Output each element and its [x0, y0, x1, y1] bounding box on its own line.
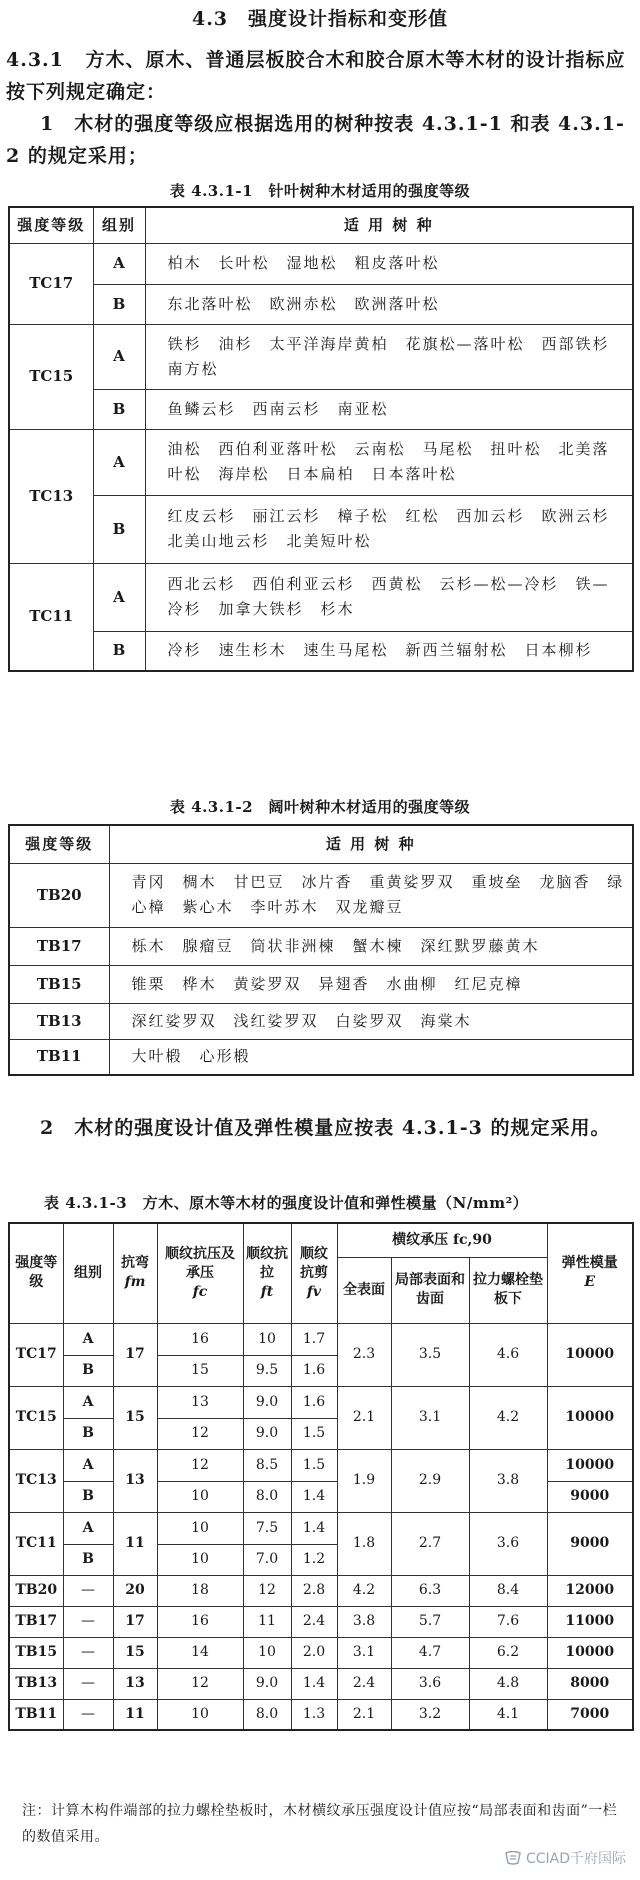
header-modulus: 弹性模量 E: [547, 1223, 633, 1323]
table-row: [9, 243, 633, 284]
fm-cell: 11: [113, 1699, 157, 1730]
group-cell: B: [93, 631, 145, 671]
header-group: 组别: [63, 1223, 113, 1323]
group-cell: A: [93, 563, 145, 631]
watermark-text: CCIAD千府国际: [525, 1851, 626, 1867]
bolt-cell: 8.4: [469, 1575, 547, 1606]
table-row: [9, 863, 633, 927]
species-cell: 油松 西伯利亚落叶松 云南松 马尾松 扭叶松 北美落叶松 海岸松 日本扁柏 日本落叶松: [145, 429, 633, 495]
fm-cell: 11: [113, 1512, 157, 1575]
full-cell: 2.3: [337, 1323, 391, 1386]
header-bending: 抗弯 fm: [113, 1223, 157, 1323]
watermark: [504, 1848, 626, 1868]
local-cell: 2.7: [391, 1512, 469, 1575]
group-cell: B: [93, 389, 145, 429]
fv-cell: 1.4: [291, 1668, 337, 1699]
modulus-cell: 9000: [547, 1481, 633, 1512]
fv-cell: 2.8: [291, 1575, 337, 1606]
table-row: [9, 389, 633, 429]
group-cell: B: [93, 284, 145, 324]
header-shear: 顺纹抗剪 fv: [291, 1223, 337, 1323]
species-cell: 红皮云杉 丽江云杉 樟子松 红松 西加云杉 欧洲云杉 北美山地云杉 北美短叶松: [145, 495, 633, 563]
grade-cell: TC11: [9, 563, 93, 671]
fc-cell: 12: [157, 1668, 243, 1699]
table2-header-grade: 强度等级: [9, 825, 109, 863]
grade-cell: TB15: [9, 965, 109, 1003]
group-cell: B: [63, 1355, 113, 1386]
ft-cell: 10: [243, 1323, 291, 1355]
table1-header-species: 适 用 树 种: [145, 207, 633, 243]
fm-cell: 13: [113, 1449, 157, 1512]
clause-4-3-1: [6, 44, 632, 108]
ft-cell: 8.0: [243, 1699, 291, 1730]
table-row: [9, 1606, 633, 1637]
local-cell: 4.7: [391, 1637, 469, 1668]
ft-cell: 12: [243, 1575, 291, 1606]
ft-cell: 11: [243, 1606, 291, 1637]
fm-cell: 17: [113, 1606, 157, 1637]
bolt-cell: 6.2: [469, 1637, 547, 1668]
table1: [8, 206, 634, 672]
fm-cell: 13: [113, 1668, 157, 1699]
grade-cell: TC13: [9, 429, 93, 563]
fm-cell: 17: [113, 1323, 157, 1386]
species-cell: 西北云杉 西伯利亚云杉 西黄松 云杉—松—冷杉 铁—冷杉 加拿大铁杉 杉木: [145, 563, 633, 631]
grade-cell: TB17: [9, 1606, 63, 1637]
group-cell: A: [93, 243, 145, 284]
grade-cell: TB13: [9, 1668, 63, 1699]
table1-header-group: 组别: [93, 207, 145, 243]
fc-cell: 15: [157, 1355, 243, 1386]
header-tension: 顺纹抗拉 ft: [243, 1223, 291, 1323]
local-cell: 3.6: [391, 1668, 469, 1699]
local-cell: 3.5: [391, 1323, 469, 1386]
section-title: 4.3 强度设计指标和变形值: [191, 8, 449, 30]
table-row: [9, 563, 633, 631]
grade-cell: TB13: [9, 1003, 109, 1039]
header-grade: 强度等级: [9, 1223, 63, 1323]
modulus-cell: 10000: [547, 1386, 633, 1449]
ft-cell: 8.5: [243, 1449, 291, 1481]
bolt-cell: 4.8: [469, 1668, 547, 1699]
group-cell: —: [63, 1668, 113, 1699]
group-cell: —: [63, 1575, 113, 1606]
table2-caption: 表 4.3.1-2 阔叶树种木材适用的强度等级: [169, 798, 471, 816]
full-cell: 4.2: [337, 1575, 391, 1606]
species-cell: 铁杉 油杉 太平洋海岸黄柏 花旗松—落叶松 西部铁杉 南方松: [145, 324, 633, 389]
fm-cell: 15: [113, 1386, 157, 1449]
modulus-cell: 10000: [547, 1323, 633, 1386]
ft-cell: 9.0: [243, 1418, 291, 1449]
fv-cell: 1.4: [291, 1512, 337, 1544]
ft-cell: 7.0: [243, 1544, 291, 1575]
fc-cell: 13: [157, 1386, 243, 1418]
group-cell: A: [63, 1323, 113, 1355]
fv-cell: 1.3: [291, 1699, 337, 1730]
local-cell: 3.2: [391, 1699, 469, 1730]
header-transverse: 横纹承压 fc,90: [337, 1223, 547, 1257]
ft-cell: 10: [243, 1637, 291, 1668]
fc-cell: 16: [157, 1606, 243, 1637]
header-local-surface: 局部表面和齿面: [391, 1257, 469, 1323]
full-cell: 3.1: [337, 1637, 391, 1668]
modulus-cell: 8000: [547, 1668, 633, 1699]
group-cell: A: [63, 1449, 113, 1481]
clause-text: 方木、原木、普通层板胶合木和胶合原木等木材的设计指标应按下列规定确定：: [6, 49, 626, 103]
table-row: [9, 1449, 633, 1481]
grade-cell: TB11: [9, 1699, 63, 1730]
grade-cell: TB15: [9, 1637, 63, 1668]
table-row: [9, 429, 633, 495]
bolt-cell: 7.6: [469, 1606, 547, 1637]
table2-header: [9, 825, 633, 863]
table-row: [9, 1323, 633, 1355]
species-cell: 深红娑罗双 浅红娑罗双 白娑罗双 海棠木: [109, 1003, 633, 1039]
group-cell: —: [63, 1606, 113, 1637]
group-cell: A: [63, 1386, 113, 1418]
fc-cell: 16: [157, 1323, 243, 1355]
table-row: [9, 1039, 633, 1075]
group-cell: B: [63, 1418, 113, 1449]
table-row: [9, 631, 633, 671]
fc-cell: 10: [157, 1544, 243, 1575]
group-cell: A: [63, 1512, 113, 1544]
modulus-cell: 10000: [547, 1449, 633, 1481]
species-cell: 鱼鳞云杉 西南云杉 南亚松: [145, 389, 633, 429]
table-row: [9, 1637, 633, 1668]
species-cell: 东北落叶松 欧洲赤松 欧洲落叶松: [145, 284, 633, 324]
fv-cell: 1.6: [291, 1355, 337, 1386]
fv-cell: 2.0: [291, 1637, 337, 1668]
full-cell: 3.8: [337, 1606, 391, 1637]
group-cell: B: [63, 1544, 113, 1575]
group-cell: B: [93, 495, 145, 563]
table-row: [9, 1512, 633, 1544]
full-cell: 2.1: [337, 1386, 391, 1449]
grade-cell: TC17: [9, 243, 93, 324]
watermark-logo-icon: [504, 1851, 522, 1865]
table-row: [9, 324, 633, 389]
table-row: [9, 927, 633, 965]
group-cell: B: [63, 1481, 113, 1512]
grade-cell: TB17: [9, 927, 109, 965]
fc-cell: 10: [157, 1512, 243, 1544]
group-cell: A: [93, 429, 145, 495]
ft-cell: 8.0: [243, 1481, 291, 1512]
species-cell: 锥栗 桦木 黄娑罗双 异翅香 水曲柳 红尼克樟: [109, 965, 633, 1003]
modulus-cell: 10000: [547, 1637, 633, 1668]
grade-cell: TB20: [9, 863, 109, 927]
bolt-cell: 4.6: [469, 1323, 547, 1386]
ft-cell: 9.0: [243, 1668, 291, 1699]
table2-header-species: 适 用 树 种: [109, 825, 633, 863]
species-cell: 栎木 腺瘤豆 筒状非洲楝 蟹木楝 深红默罗藤黄木: [109, 927, 633, 965]
fv-cell: 1.5: [291, 1418, 337, 1449]
fv-cell: 1.2: [291, 1544, 337, 1575]
species-cell: 大叶椴 心形椴: [109, 1039, 633, 1075]
group-cell: —: [63, 1699, 113, 1730]
fv-cell: 1.7: [291, 1323, 337, 1355]
table-row: [9, 1386, 633, 1418]
item-2-text: 2 木材的强度设计值及弹性模量应按表 4.3.1-3 的规定采用。: [40, 1117, 611, 1139]
clause-number: 4.3.1: [6, 49, 64, 71]
grade-cell: TC15: [9, 324, 93, 429]
fc-cell: 10: [157, 1699, 243, 1730]
fm-cell: 15: [113, 1637, 157, 1668]
header-compression: 顺纹抗压及承压 fc: [157, 1223, 243, 1323]
full-cell: 1.9: [337, 1449, 391, 1512]
table1-header: [9, 207, 633, 243]
bolt-cell: 3.8: [469, 1449, 547, 1512]
full-cell: 2.4: [337, 1668, 391, 1699]
fv-cell: 2.4: [291, 1606, 337, 1637]
group-cell: —: [63, 1637, 113, 1668]
modulus-cell: 9000: [547, 1512, 633, 1575]
table-note: 注：计算木构件端部的拉力螺栓垫板时，木材横纹承压强度设计值应按“局部表面和齿面”一栏的数值采用。: [22, 1803, 618, 1845]
table-row: [9, 495, 633, 563]
table1-caption: 表 4.3.1-1 针叶树种木材适用的强度等级: [169, 182, 471, 200]
table-row: [9, 1575, 633, 1606]
grade-cell: TC11: [9, 1512, 63, 1575]
local-cell: 5.7: [391, 1606, 469, 1637]
table-row: [9, 284, 633, 324]
table-row: [9, 1003, 633, 1039]
grade-cell: TB20: [9, 1575, 63, 1606]
table1-header-grade: 强度等级: [9, 207, 93, 243]
table2: [8, 824, 634, 1076]
bolt-cell: 4.1: [469, 1699, 547, 1730]
fv-cell: 1.5: [291, 1449, 337, 1481]
header-bolt-plate: 拉力螺栓垫板下: [469, 1257, 547, 1323]
grade-cell: TC17: [9, 1323, 63, 1386]
modulus-cell: 7000: [547, 1699, 633, 1730]
grade-cell: TC15: [9, 1386, 63, 1449]
grade-cell: TC13: [9, 1449, 63, 1512]
header-full-surface: 全表面: [337, 1257, 391, 1323]
group-cell: A: [93, 324, 145, 389]
modulus-cell: 12000: [547, 1575, 633, 1606]
fc-cell: 10: [157, 1481, 243, 1512]
fm-cell: 20: [113, 1575, 157, 1606]
fc-cell: 12: [157, 1418, 243, 1449]
local-cell: 6.3: [391, 1575, 469, 1606]
species-cell: 青冈 椆木 甘巴豆 冰片香 重黄娑罗双 重坡垒 龙脑香 绿心樟 紫心木 李叶苏木 双龙瓣豆: [109, 863, 633, 927]
item-1-text: 1 木材的强度等级应根据选用的树种按表 4.3.1-1 和表 4.3.1-2 的规定采用；: [6, 113, 625, 167]
table3-header-row-1: [9, 1223, 633, 1257]
fv-cell: 1.6: [291, 1386, 337, 1418]
bolt-cell: 4.2: [469, 1386, 547, 1449]
grade-cell: TB11: [9, 1039, 109, 1075]
table3-caption: 表 4.3.1-3 方木、原木等木材的强度设计值和弹性模量（N/mm²）: [44, 1194, 529, 1212]
table-row: [9, 1699, 633, 1730]
table3: [8, 1222, 634, 1731]
ft-cell: 9.5: [243, 1355, 291, 1386]
bolt-cell: 3.6: [469, 1512, 547, 1575]
species-cell: 冷杉 速生杉木 速生马尾松 新西兰辐射松 日本柳杉: [145, 631, 633, 671]
fc-cell: 18: [157, 1575, 243, 1606]
table-row: [9, 965, 633, 1003]
local-cell: 3.1: [391, 1386, 469, 1449]
table-row: [9, 1668, 633, 1699]
fv-cell: 1.4: [291, 1481, 337, 1512]
full-cell: 2.1: [337, 1699, 391, 1730]
fc-cell: 14: [157, 1637, 243, 1668]
ft-cell: 7.5: [243, 1512, 291, 1544]
local-cell: 2.9: [391, 1449, 469, 1512]
ft-cell: 9.0: [243, 1386, 291, 1418]
full-cell: 1.8: [337, 1512, 391, 1575]
modulus-cell: 11000: [547, 1606, 633, 1637]
species-cell: 柏木 长叶松 湿地松 粗皮落叶松: [145, 243, 633, 284]
fc-cell: 12: [157, 1449, 243, 1481]
